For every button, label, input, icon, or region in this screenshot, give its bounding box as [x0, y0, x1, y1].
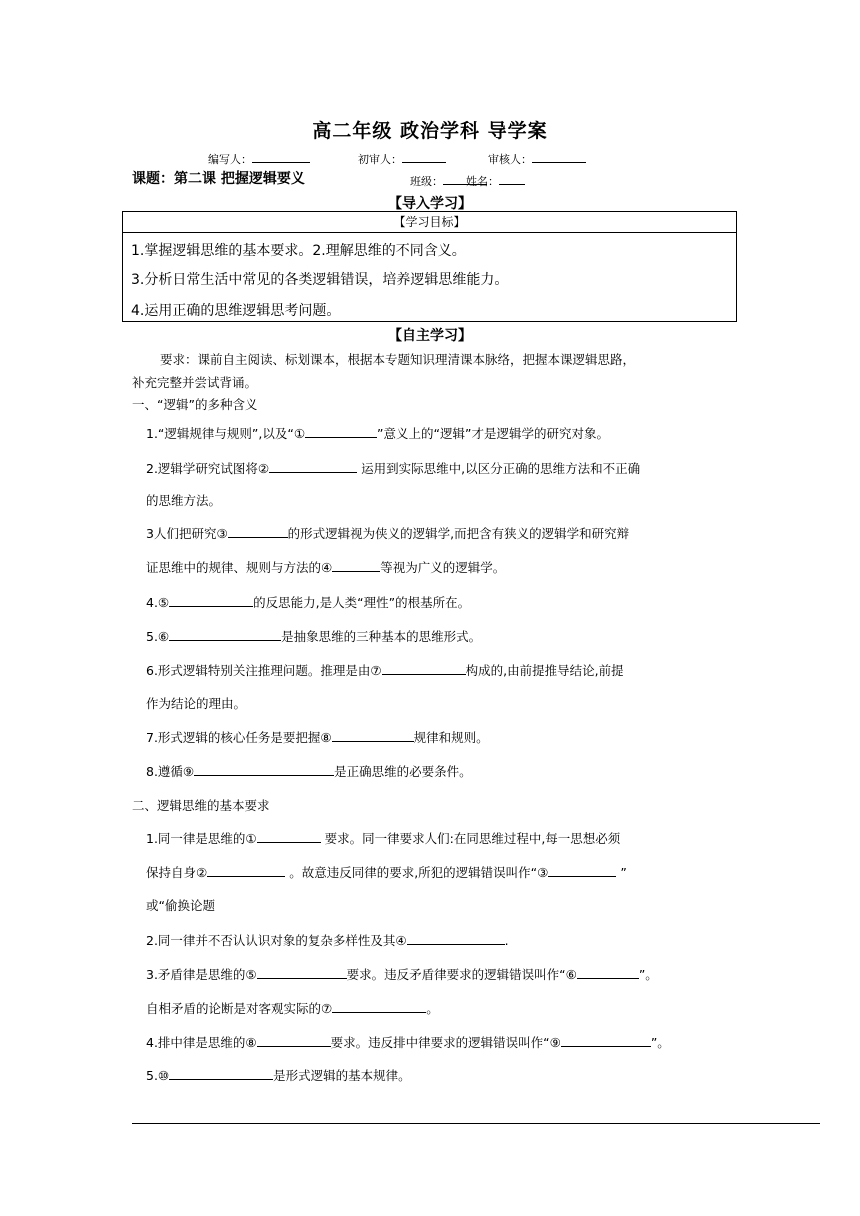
reviewer-label: 审核人： — [488, 153, 532, 166]
list-item — [146, 965, 658, 983]
author-field — [208, 150, 310, 167]
item-continuation — [146, 863, 627, 881]
fill-blank[interactable] — [332, 1000, 426, 1013]
item-text: ”。 — [650, 1035, 670, 1050]
item-text: 自相矛盾的论断是对客观实际的⑦ — [146, 1001, 333, 1016]
list-item — [146, 627, 481, 645]
item-text: 的反思能力,是人类“理性”的根基所在。 — [253, 595, 471, 610]
item-text: 等视为广义的逻辑学。 — [380, 560, 506, 575]
goal-line: 3.分析日常生活中常见的各类逻辑错误，培养逻辑思维能力。 — [131, 272, 509, 288]
item-text: 。故意违反同律的要求,所犯的逻辑错误叫作“③ — [285, 865, 549, 880]
list-item — [146, 1066, 411, 1084]
self-study-heading: 【自主学习】 — [388, 328, 472, 344]
name-blank — [499, 172, 525, 185]
item-text: 要求。违反矛盾律要求的逻辑错误叫作“⑥ — [346, 967, 577, 982]
name-field — [466, 172, 525, 189]
footer-divider — [132, 1123, 820, 1124]
author-label: 编写人： — [208, 153, 252, 166]
part1-title: 一、“逻辑”的多种含义 — [132, 397, 258, 412]
item-text: 要求。同一律要求人们:在同思维过程中,每一思想必须 — [320, 831, 621, 846]
item-text: 2.逻辑学研究试图将② — [146, 461, 270, 476]
item-text: 是正确思维的必要条件。 — [334, 764, 472, 779]
item-continuation: 作为结论的理由。 — [146, 696, 247, 711]
item-continuation — [146, 558, 505, 576]
lesson-title: 课题：第二课 把握逻辑要义 — [132, 171, 305, 187]
learning-goals-box — [122, 211, 737, 322]
fill-blank[interactable] — [257, 1034, 331, 1047]
list-item — [146, 661, 624, 679]
item-text: 1.同一律是思维的① — [146, 831, 257, 846]
item-text: ”。 — [638, 967, 658, 982]
fill-blank[interactable] — [228, 525, 288, 538]
first-reviewer-field — [358, 150, 446, 167]
fill-blank[interactable] — [548, 864, 616, 877]
fill-blank[interactable] — [407, 932, 505, 945]
item-text: 证思维中的规律、规则与方法的④ — [146, 560, 333, 575]
item-text: 1.“逻辑规律与规则”,以及“① — [146, 426, 306, 441]
author-blank — [252, 150, 310, 163]
item-text: 3.矛盾律是思维的⑤ — [146, 967, 257, 982]
item-text: 。 — [426, 1001, 439, 1016]
item-continuation: 的思维方法。 — [146, 493, 222, 508]
list-item — [146, 459, 640, 477]
item-text: ”意义上的“逻辑”才是逻辑学的研究对象。 — [377, 426, 609, 441]
fill-blank[interactable] — [382, 662, 466, 675]
item-continuation: 或“偷换论题 — [146, 898, 215, 913]
list-item — [146, 762, 472, 780]
fill-blank[interactable] — [332, 559, 380, 572]
item-text: . — [504, 933, 509, 948]
item-text: ” — [616, 865, 627, 880]
item-text: 5.⑥ — [146, 629, 170, 644]
page-title: 高二年级 政治学科 导学案 — [312, 120, 548, 142]
item-text: 4.排中律是思维的⑧ — [146, 1035, 257, 1050]
item-text: 规律和规则。 — [413, 730, 489, 745]
list-item — [146, 1033, 670, 1051]
class-label: 班级： — [410, 175, 443, 188]
list-item — [146, 524, 629, 542]
item-text: 是抽象思维的三种基本的思维形式。 — [281, 629, 482, 644]
item-continuation — [146, 999, 439, 1017]
item-text: 6.形式逻辑特别关注推理问题。推理是由⑦ — [146, 663, 382, 678]
goal-line: 1.掌握逻辑思维的基本要求。2.理解思维的不同含义。 — [131, 243, 466, 259]
list-item — [146, 829, 620, 847]
item-text: 7.形式逻辑的核心任务是要把握⑧ — [146, 730, 332, 745]
reviewer-field — [488, 150, 586, 167]
fill-blank[interactable] — [169, 628, 281, 641]
item-text: 构成的,由前提推导结论,前提 — [465, 663, 624, 678]
item-text: 5.⑩ — [146, 1068, 170, 1083]
item-text: 3人们把研究③ — [146, 526, 228, 541]
requirement-line: 补充完整并尝试背诵。 — [132, 375, 258, 390]
fill-blank[interactable] — [207, 864, 285, 877]
first-reviewer-label: 初审人： — [358, 153, 402, 166]
fill-blank[interactable] — [305, 425, 377, 438]
item-text: 是形式逻辑的基本规律。 — [273, 1068, 411, 1083]
item-text: 保持自身② — [146, 865, 208, 880]
fill-blank[interactable] — [561, 1034, 651, 1047]
fill-blank[interactable] — [269, 460, 357, 473]
name-label: 姓名： — [466, 175, 499, 188]
item-text: 的形式逻辑视为侠义的逻辑学,而把含有狭义的逻辑学和研究辩 — [287, 526, 630, 541]
reviewer-blank — [532, 150, 586, 163]
learning-goals-title: 【学习目标】 — [123, 212, 736, 233]
list-item — [146, 931, 509, 949]
item-text: 运用到实际思维中,以区分正确的思维方法和不正确 — [357, 461, 641, 476]
list-item — [146, 424, 609, 442]
intro-heading: 【导入学习】 — [388, 196, 472, 212]
item-text: 要求。违反排中律要求的逻辑错误叫作“⑨ — [330, 1035, 561, 1050]
fill-blank[interactable] — [194, 763, 334, 776]
requirement-line: 要求：课前自主阅读、标划课本，根据本专题知识理清课本脉络，把握本课逻辑思路， — [160, 352, 636, 367]
fill-blank[interactable] — [577, 966, 639, 979]
fill-blank[interactable] — [332, 729, 414, 742]
fill-blank[interactable] — [257, 966, 347, 979]
fill-blank[interactable] — [169, 594, 253, 607]
list-item — [146, 593, 470, 611]
fill-blank[interactable] — [169, 1067, 273, 1080]
goal-line: 4.运用正确的思维逻辑思考问题。 — [131, 303, 341, 319]
item-text: 2.同一律并不否认认识对象的复杂多样性及其④ — [146, 933, 407, 948]
list-item — [146, 728, 489, 746]
first-reviewer-blank — [402, 150, 446, 163]
part2-title: 二、逻辑思维的基本要求 — [132, 798, 270, 813]
item-text: 8.遵循⑨ — [146, 764, 195, 779]
item-text: 4.⑤ — [146, 595, 170, 610]
fill-blank[interactable] — [257, 830, 321, 843]
